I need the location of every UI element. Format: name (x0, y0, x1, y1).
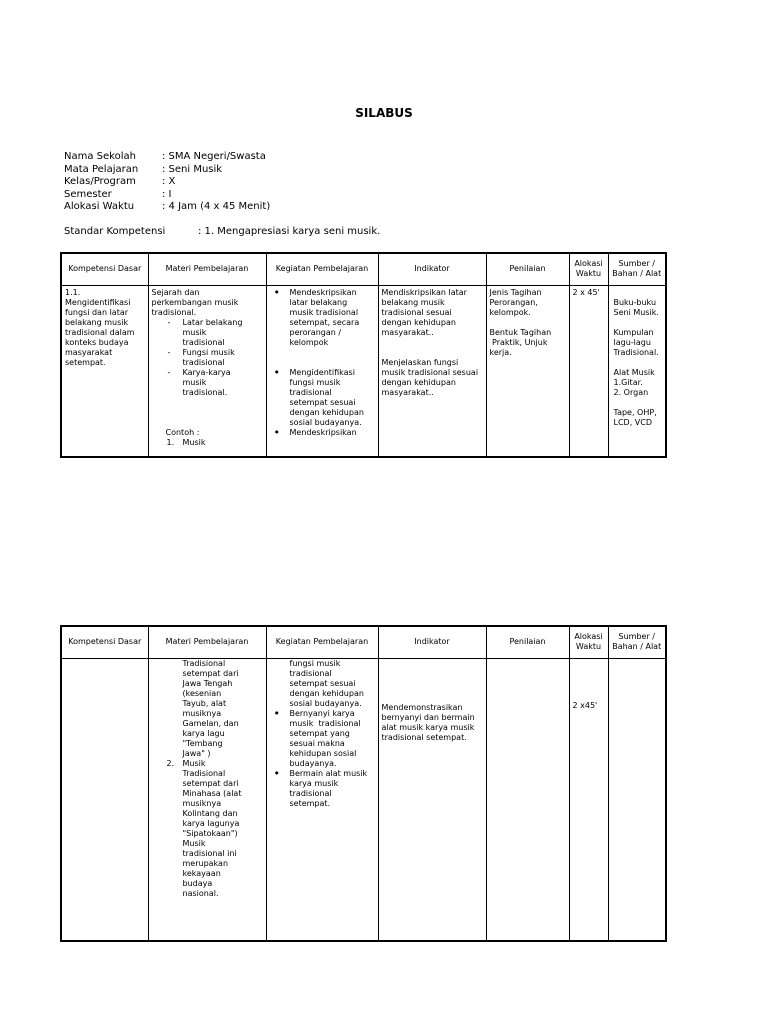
materi-line: Sejarah dan (151, 287, 200, 297)
indikator-line: dengan kehidupan (381, 317, 456, 327)
info-value: : SMA Negeri/Swasta (162, 151, 266, 162)
materi-line: karya lagunya (182, 818, 240, 828)
header-materi-pembelajaran: Materi Pembelajaran (148, 253, 266, 285)
info-label: Alokasi Waktu (64, 201, 135, 213)
header-materi-pembelajaran: Materi Pembelajaran (148, 626, 266, 658)
materi-line: Karya-karya (182, 367, 231, 377)
materi-line: setempat dari (182, 778, 239, 788)
materi-line: nasional. (182, 888, 219, 898)
kegiatan-line: setempat. (289, 798, 331, 808)
kegiatan-continuation (270, 659, 375, 709)
alokasi-value: 2 x45' (572, 700, 598, 710)
kegiatan-line: karya musik (289, 778, 339, 788)
indikator-line: alat musik karya musik (381, 722, 475, 732)
kegiatan-bullet-item (270, 428, 375, 438)
header-penilaian: Penilaian (486, 253, 569, 285)
info-value: : Seni Musik (162, 163, 223, 175)
materi-continuation (152, 659, 263, 759)
materi-line: Musik (182, 437, 206, 447)
kegiatan-line: musik tradisional (289, 307, 359, 317)
header-indikator: Indikator (378, 253, 486, 285)
cell-kegiatan-pembelajaran (266, 285, 378, 457)
document-title: SILABUS (355, 106, 413, 120)
standar-kompetensi-label: Standar Kompetensi (64, 226, 166, 237)
sumber-line: 1.Gitar. (613, 377, 643, 387)
header-kompetensi-dasar: Kompetensi Dasar (61, 626, 148, 658)
materi-line: (kesenian (182, 688, 222, 698)
materi-line: perkembangan musik (151, 297, 239, 307)
kegiatan-line: kelompok (289, 337, 329, 347)
kd-line: setempat. (65, 357, 106, 367)
kegiatan-bullet-item (270, 288, 375, 348)
kegiatan-line: kehidupan sosial (289, 748, 357, 758)
kegiatan-line: setempat sesuai (289, 678, 356, 688)
cell-alokasi-waktu (569, 285, 608, 457)
materi-line: Fungsi musik (182, 347, 235, 357)
materi-line: "Sipatokaan") (182, 828, 238, 838)
cell-sumber (608, 285, 666, 457)
contoh-label: Contoh : (165, 427, 200, 437)
materi-list-item (152, 368, 263, 398)
info-value: : X (162, 176, 176, 188)
kd-line: 1.1. (65, 287, 81, 297)
cell-kompetensi-dasar (61, 285, 148, 457)
kegiatan-line: • Mengidentifikasi (289, 367, 355, 377)
info-label: Mata Pelajaran (64, 163, 139, 175)
cell-indikator (378, 658, 486, 941)
kegiatan-bullet-item (270, 769, 375, 809)
sumber-line: Buku-buku (613, 297, 657, 307)
sumber-line: LCD, VCD (613, 417, 653, 427)
sumber-line: Seni Musik. (613, 307, 659, 317)
header-indikator: Indikator (378, 626, 486, 658)
kegiatan-line: setempat sesuai (289, 397, 356, 407)
materi-line: tradisional ini (182, 848, 237, 858)
penilaian-line: Praktik, Unjuk (489, 337, 548, 347)
alokasi-value: 2 x 45' (572, 287, 600, 297)
cell-materi-pembelajaran (148, 658, 266, 941)
materi-line: merupakan (182, 858, 229, 868)
sumber-line: Kumpulan (613, 327, 654, 337)
header-kegiatan-pembelajaran: Kegiatan Pembelajaran (266, 626, 378, 658)
number-marker: 2. (166, 758, 175, 768)
sumber-line: Alat Musik (613, 367, 655, 377)
indikator-line: Mendiskripsikan latar (381, 287, 467, 297)
materi-list-item (152, 318, 263, 348)
kd-line: konteks budaya (65, 337, 129, 347)
number-marker: 1. (166, 437, 175, 447)
materi-line: Gamelan, dan (182, 718, 239, 728)
materi-line: karya lagu (182, 728, 225, 738)
materi-line: Musik (182, 758, 206, 768)
kegiatan-line: sesuai makna (289, 738, 345, 748)
kegiatan-line: latar belakang (289, 297, 348, 307)
kegiatan-line: • Mendeskripsikan (289, 287, 357, 297)
kegiatan-line: budayanya. (289, 758, 337, 768)
kegiatan-line: • Mendeskripsikan (289, 427, 357, 437)
indikator-line: belakang musik (381, 297, 445, 307)
standar-kompetensi-value: : 1. Mengapresiasi karya seni musik. (198, 226, 381, 237)
indikator-line: bernyanyi dan bermain (381, 712, 475, 722)
kegiatan-line: • Bermain alat musik (289, 768, 368, 778)
materi-list-item (152, 759, 263, 899)
info-value: : 4 Jam (4 x 45 Menit) (162, 201, 271, 213)
kegiatan-line: setempat, secara (289, 317, 360, 327)
penilaian-line: Perorangan, (489, 297, 538, 307)
cell-indikator (378, 285, 486, 457)
materi-line: tradisional (182, 337, 225, 347)
materi-line: musiknya (182, 708, 222, 718)
dash-marker: - (167, 347, 171, 357)
cell-sumber (608, 658, 666, 941)
penilaian-line: Jenis Tagihan (489, 287, 542, 297)
materi-line: tradisional. (182, 387, 228, 397)
materi-line: Latar belakang (182, 317, 243, 327)
sumber-line: Tradisional. (613, 347, 659, 357)
sumber-line: Tape, OHP, (613, 407, 657, 417)
indikator-line: tradisional sesuai (381, 307, 452, 317)
materi-line: musiknya (182, 798, 222, 808)
materi-line: Minahasa (alat (182, 788, 242, 798)
info-label: Kelas/Program (64, 176, 136, 188)
materi-line: "Tembang (182, 738, 223, 748)
contoh-list-item (152, 438, 263, 448)
indikator-line: Mendemonstrasikan (381, 702, 463, 712)
materi-line: Jawa" ) (182, 748, 211, 758)
indikator-line: Menjelaskan fungsi (381, 357, 459, 367)
penilaian-line: kelompok. (489, 307, 531, 317)
table-header-row (61, 253, 666, 285)
kegiatan-line: musik tradisional (289, 718, 361, 728)
materi-line: Kolintang dan (182, 808, 238, 818)
materi-line: setempat dari (182, 668, 239, 678)
header-sumber-bahan-alat: Sumber / Bahan / Alat (608, 253, 666, 285)
kd-line: Mengidentifikasi (65, 297, 131, 307)
indikator-line: musik tradisional sesuai (381, 367, 479, 377)
penilaian-line: kerja. (489, 347, 512, 357)
table-row (61, 658, 666, 941)
kegiatan-line: fungsi musik (289, 377, 341, 387)
cell-alokasi-waktu (569, 658, 608, 941)
kegiatan-line: tradisional (289, 668, 332, 678)
cell-kompetensi-dasar (61, 658, 148, 941)
cell-kegiatan-pembelajaran (266, 658, 378, 941)
kegiatan-line: perorangan / (289, 327, 342, 337)
indikator-line: tradisional setempat. (381, 732, 467, 742)
dash-marker: - (167, 317, 171, 327)
materi-line: musik (182, 377, 207, 387)
kegiatan-bullet-item (270, 709, 375, 769)
indikator-line: masyarakat.. (381, 387, 434, 397)
kd-line: fungsi dan latar (65, 307, 129, 317)
table-header-row (61, 626, 666, 658)
kegiatan-line: tradisional (289, 387, 332, 397)
standar-kompetensi (64, 226, 381, 237)
kegiatan-line: • Bernyanyi karya (289, 708, 355, 718)
materi-line: budaya (182, 878, 213, 888)
kd-line: masyarakat (65, 347, 113, 357)
materi-line: tradisional (182, 357, 225, 367)
cell-materi-pembelajaran (148, 285, 266, 457)
materi-list-item (152, 348, 263, 368)
penilaian-line: Bentuk Tagihan (489, 327, 552, 337)
header-penilaian: Penilaian (486, 626, 569, 658)
kegiatan-line: dengan kehidupan (289, 688, 364, 698)
kegiatan-line: sosial budayanya. (289, 417, 362, 427)
header-alokasi-waktu: Alokasi Waktu (569, 253, 608, 285)
cell-penilaian (486, 285, 569, 457)
kegiatan-line: fungsi musik (289, 658, 341, 668)
header-kegiatan-pembelajaran: Kegiatan Pembelajaran (266, 253, 378, 285)
sumber-line: lagu-lagu (613, 337, 651, 347)
info-value: : I (162, 188, 172, 200)
indikator-line: masyarakat.. (381, 327, 434, 337)
kegiatan-line: dengan kehidupan (289, 407, 364, 417)
materi-line: kekayaan (182, 868, 221, 878)
dash-marker: - (167, 367, 171, 377)
kegiatan-line: tradisional (289, 788, 332, 798)
materi-line: musik (182, 327, 207, 337)
materi-line: Musik (182, 838, 206, 848)
sumber-line: 2. Organ (613, 387, 649, 397)
info-label: Nama Sekolah (64, 151, 136, 162)
header-sumber-bahan-alat: Sumber / Bahan / Alat (608, 626, 666, 658)
materi-line: tradisional. (151, 307, 197, 317)
syllabus-table-page-1 (60, 252, 667, 458)
kegiatan-bullet-item (270, 368, 375, 428)
header-alokasi-waktu: Alokasi Waktu (569, 626, 608, 658)
materi-line: Jawa Tengah (182, 678, 233, 688)
header-kompetensi-dasar: Kompetensi Dasar (61, 253, 148, 285)
table-row (61, 285, 666, 457)
materi-line: Tradisional (182, 658, 226, 668)
cell-penilaian (486, 658, 569, 941)
kd-line: belakang musik (65, 317, 129, 327)
materi-line: Tayub, alat (182, 698, 227, 708)
materi-line: Tradisional (182, 768, 226, 778)
info-label: Semester (64, 188, 112, 200)
kegiatan-line: sosial budayanya. (289, 698, 362, 708)
indikator-line: dengan kehidupan (381, 377, 456, 387)
syllabus-table-page-2 (60, 625, 667, 942)
kd-line: tradisional dalam (65, 327, 135, 337)
kegiatan-line: setempat yang (289, 728, 350, 738)
